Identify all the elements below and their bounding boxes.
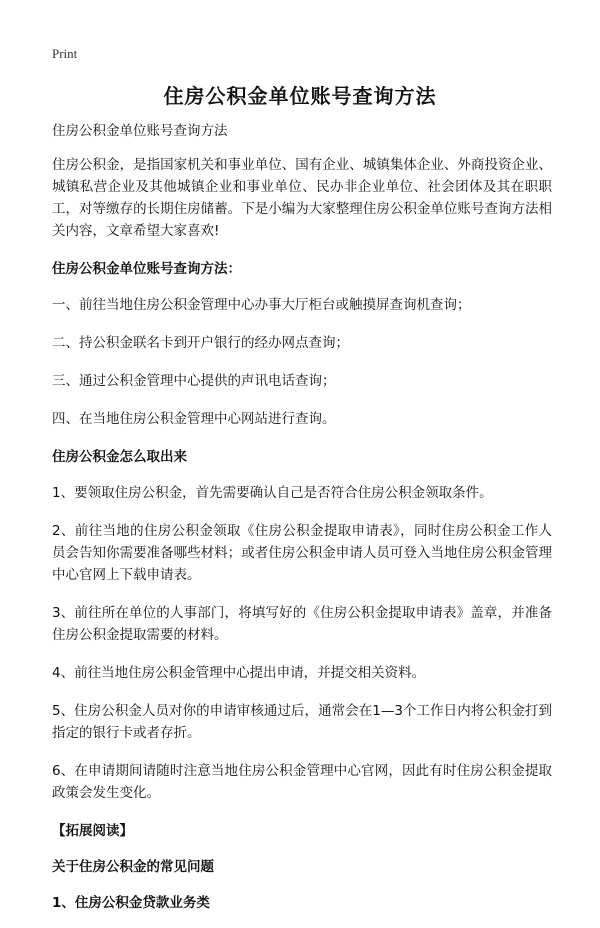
article-subtitle: 住房公积金单位账号查询方法 bbox=[52, 123, 228, 139]
faq-heading: 关于住房公积金的常见问题 bbox=[52, 859, 214, 875]
withdrawal-step: 4、前往当地住房公积金管理中心提出申请，并提交相关资料。 bbox=[52, 665, 426, 681]
withdrawal-step: 2、前往当地的住房公积金领取《住房公积金提取申请表》，同时住房公积金工作人员会告知你需要准备哪些材料；或者住房公积金申请人员可登入当地住房公积金管理中心官网上下载申请表。 bbox=[52, 523, 552, 583]
withdrawal-step: 6、在申请期间请随时注意当地住房公积金管理中心官网，因此有时住房公积金提取政策会发生变化。 bbox=[52, 763, 552, 801]
extended-reading-label: 【拓展阅读】 bbox=[52, 823, 133, 839]
withdrawal-step: 1、要领取住房公积金，首先需要确认自己是否符合住房公积金领取条件。 bbox=[52, 485, 493, 501]
section-heading-query-methods: 住房公积金单位账号查询方法： bbox=[52, 261, 241, 277]
intro-paragraph: 住房公积金，是指国家机关和事业单位、国有企业、城镇集体企业、外商投资企业、城镇私营企业及其他城镇企业和事业单位、民办非企业单位、社会团体及其在职职工，对等缴存的长期住房储蓄。下是小编为大家整理住房公积金单位账号查询方法相关内容，文章希望大家喜欢! bbox=[52, 157, 552, 239]
faq-item-heading: 1、住房公积金贷款业务类 bbox=[52, 895, 210, 911]
query-method-item: 一、前往当地住房公积金管理中心办事大厅柜台或触摸屏查询机查询； bbox=[52, 297, 471, 313]
article-body bbox=[52, 120, 552, 928]
withdrawal-step: 5、住房公积金人员对你的申请审核通过后，通常会在1—3个工作日内将公积金打到指定的银行卡或者存折。 bbox=[52, 703, 552, 741]
print-label: Print bbox=[52, 46, 78, 61]
query-method-item: 四、在当地住房公积金管理中心网站进行查询。 bbox=[52, 411, 336, 427]
page-title: 住房公积金单位账号查询方法 bbox=[163, 84, 437, 108]
query-method-item: 三、通过公积金管理中心提供的声讯电话查询； bbox=[52, 373, 336, 389]
query-method-item: 二、持公积金联名卡到开户银行的经办网点查询； bbox=[52, 335, 349, 351]
withdrawal-step: 3、前往所在单位的人事部门，将填写好的《住房公积金提取申请表》盖章，并准备住房公积金提取需要的材料。 bbox=[52, 605, 552, 643]
section-heading-withdrawal: 住房公积金怎么取出来 bbox=[52, 449, 187, 465]
